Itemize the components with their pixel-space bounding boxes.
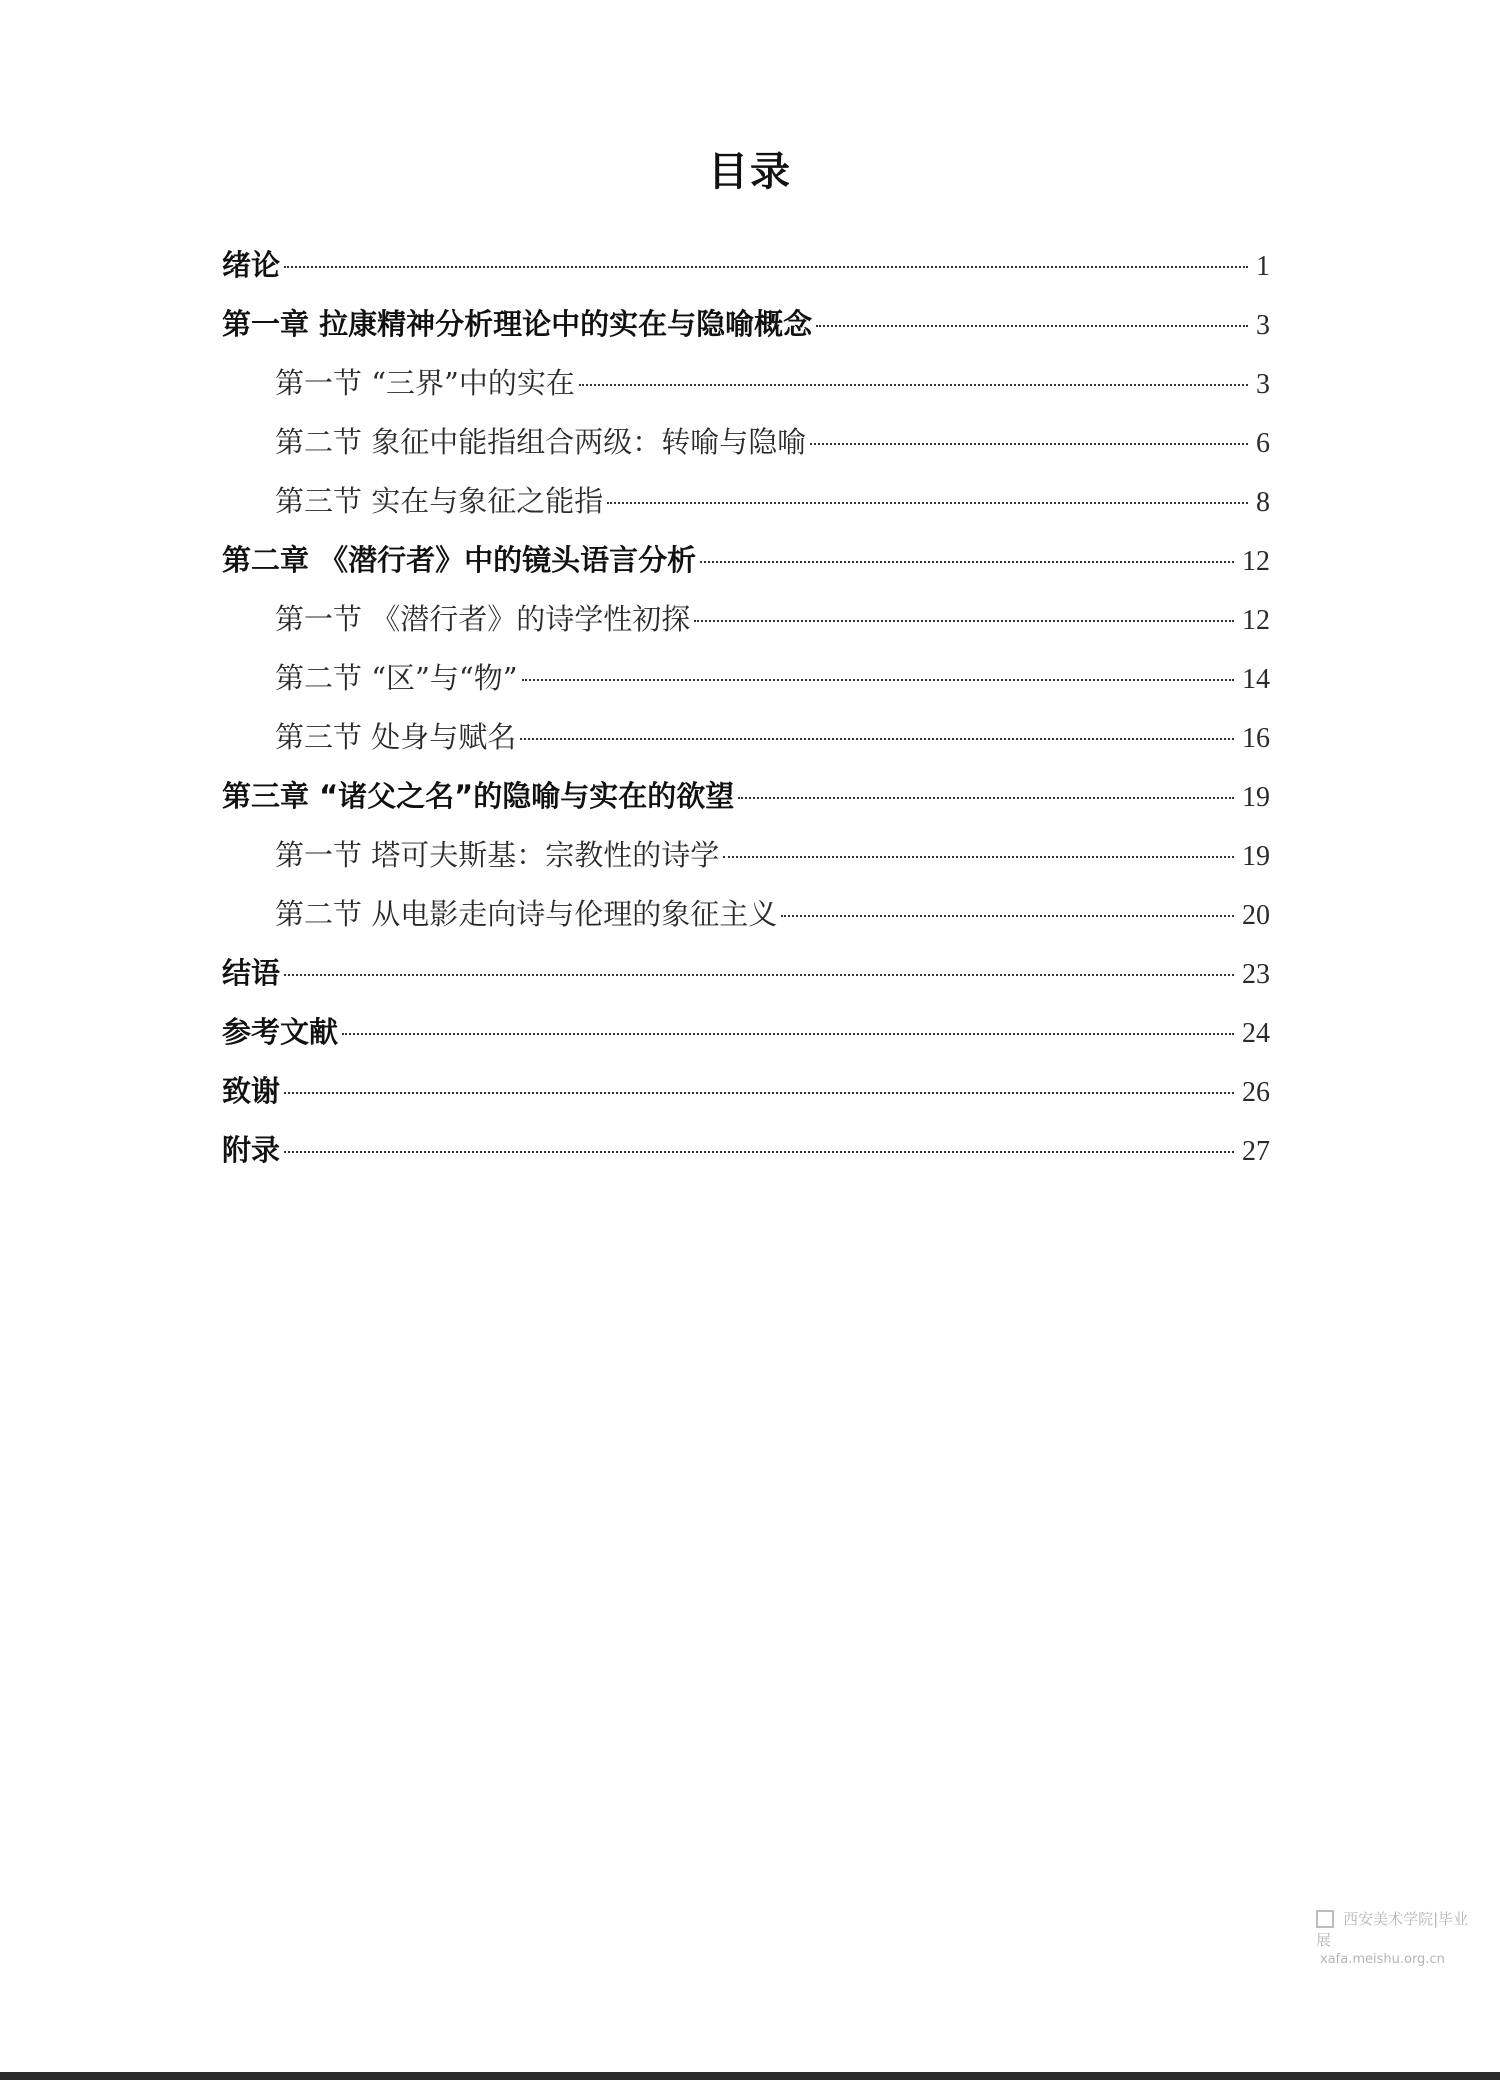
toc-section-entry[interactable] bbox=[222, 413, 1270, 472]
toc-entry-title: 致谢 bbox=[222, 1074, 281, 1108]
watermark bbox=[1316, 1908, 1476, 1967]
toc-page-number: 19 bbox=[1242, 841, 1270, 872]
toc-dot-leader bbox=[284, 264, 1248, 268]
toc-page-number: 14 bbox=[1242, 664, 1270, 695]
watermark-logo-icon bbox=[1316, 1910, 1334, 1928]
toc-page-number: 1 bbox=[1256, 251, 1270, 282]
toc-page-number: 16 bbox=[1242, 723, 1270, 754]
toc-page-number: 12 bbox=[1242, 605, 1270, 636]
toc-entry-title: 参考文献 bbox=[222, 1015, 339, 1049]
toc-entry-title: 第一节 《潜行者》的诗学性初探 bbox=[275, 602, 691, 636]
toc-page-number: 3 bbox=[1256, 310, 1270, 341]
toc-entry-title: 附录 bbox=[222, 1133, 281, 1167]
toc-entry-title: 第三章 “诸父之名”的隐喻与实在的欲望 bbox=[222, 779, 735, 813]
toc-page-number: 26 bbox=[1242, 1077, 1270, 1108]
toc-entry-title: 第一节 “三界”中的实在 bbox=[275, 366, 575, 400]
toc-chapter-entry[interactable] bbox=[222, 531, 1270, 590]
toc-chapter-entry[interactable] bbox=[222, 1062, 1270, 1121]
toc-section-entry[interactable] bbox=[222, 354, 1270, 413]
toc-dot-leader bbox=[694, 618, 1234, 622]
toc-section-entry[interactable] bbox=[222, 885, 1270, 944]
toc-entry-title: 绪论 bbox=[222, 248, 281, 282]
toc-dot-leader bbox=[522, 677, 1234, 681]
toc-chapter-entry[interactable] bbox=[222, 944, 1270, 1003]
bottom-rule bbox=[0, 2072, 1500, 2080]
toc-page-number: 8 bbox=[1256, 487, 1270, 518]
toc-dot-leader bbox=[816, 323, 1248, 327]
toc-page-number: 24 bbox=[1242, 1018, 1270, 1049]
toc-entry-title: 第二节 “区”与“物” bbox=[275, 661, 518, 695]
toc-dot-leader bbox=[284, 972, 1234, 976]
toc-entry-title: 第三节 处身与赋名 bbox=[275, 720, 517, 754]
toc-entry-title: 结语 bbox=[222, 956, 281, 990]
toc-section-entry[interactable] bbox=[222, 708, 1270, 767]
toc-page-number: 6 bbox=[1256, 428, 1270, 459]
toc-page-number: 23 bbox=[1242, 959, 1270, 990]
toc-chapter-entry[interactable] bbox=[222, 1003, 1270, 1062]
toc-entry-title: 第二节 象征中能指组合两级：转喻与隐喻 bbox=[275, 425, 807, 459]
toc-section-entry[interactable] bbox=[222, 590, 1270, 649]
toc-dot-leader bbox=[781, 913, 1234, 917]
watermark-brand: 西安美术学院|毕业展 bbox=[1316, 1910, 1469, 1949]
toc-chapter-entry[interactable] bbox=[222, 236, 1270, 295]
toc-page-number: 19 bbox=[1242, 782, 1270, 813]
toc-dot-leader bbox=[284, 1149, 1234, 1153]
toc-page-number: 3 bbox=[1256, 369, 1270, 400]
toc-chapter-entry[interactable] bbox=[222, 1121, 1270, 1180]
toc-entry-title: 第三节 实在与象征之能指 bbox=[275, 484, 604, 518]
toc-page-number: 27 bbox=[1242, 1136, 1270, 1167]
toc-dot-leader bbox=[579, 382, 1248, 386]
toc-page-number: 20 bbox=[1242, 900, 1270, 931]
toc-page-number: 12 bbox=[1242, 546, 1270, 577]
toc-dot-leader bbox=[700, 559, 1234, 563]
table-of-contents bbox=[222, 236, 1270, 1180]
watermark-url: xafa.meishu.org.cn bbox=[1320, 1952, 1445, 1967]
toc-dot-leader bbox=[284, 1090, 1234, 1094]
toc-chapter-entry[interactable] bbox=[222, 767, 1270, 826]
toc-section-entry[interactable] bbox=[222, 649, 1270, 708]
toc-section-entry[interactable] bbox=[222, 826, 1270, 885]
toc-dot-leader bbox=[342, 1031, 1234, 1035]
page-title: 目录 bbox=[708, 149, 792, 195]
toc-dot-leader bbox=[520, 736, 1234, 740]
toc-section-entry[interactable] bbox=[222, 472, 1270, 531]
toc-dot-leader bbox=[738, 795, 1234, 799]
toc-dot-leader bbox=[810, 441, 1248, 445]
toc-entry-title: 第一节 塔可夫斯基：宗教性的诗学 bbox=[275, 838, 720, 872]
toc-entry-title: 第一章 拉康精神分析理论中的实在与隐喻概念 bbox=[222, 307, 813, 341]
toc-chapter-entry[interactable] bbox=[222, 295, 1270, 354]
toc-dot-leader bbox=[607, 500, 1248, 504]
toc-entry-title: 第二章 《潜行者》中的镜头语言分析 bbox=[222, 543, 697, 577]
toc-dot-leader bbox=[723, 854, 1234, 858]
toc-entry-title: 第二节 从电影走向诗与伦理的象征主义 bbox=[275, 897, 778, 931]
